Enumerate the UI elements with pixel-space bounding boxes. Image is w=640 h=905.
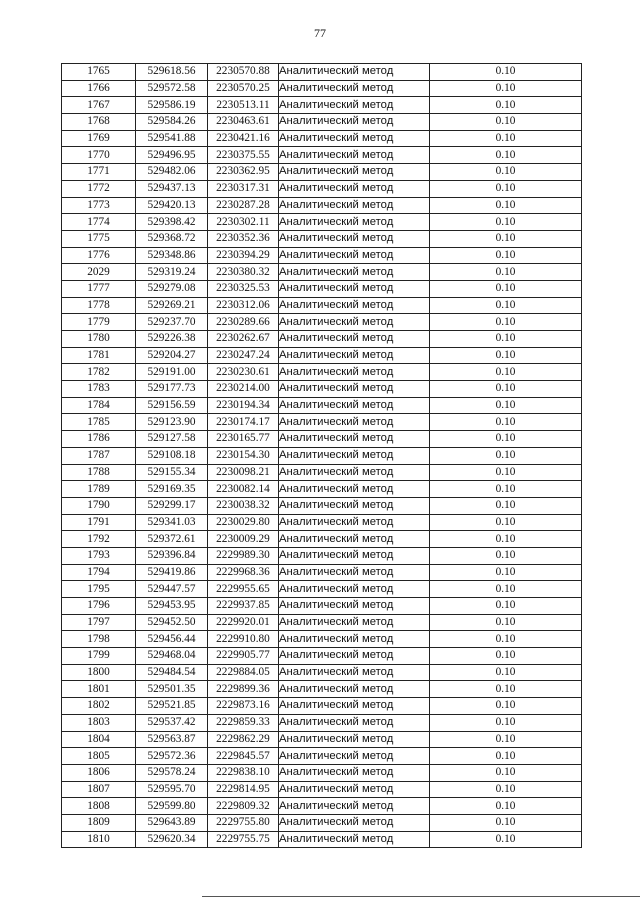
table-row (62, 264, 582, 281)
point-number-cell: 1799 (62, 648, 136, 665)
x-coordinate-cell: 529108.18 (136, 447, 208, 464)
point-number-cell: 1779 (62, 314, 136, 331)
y-coordinate-cell: 2229862.29 (208, 731, 279, 748)
method-cell: Аналитический метод (279, 447, 430, 464)
accuracy-cell: 0.10 (430, 147, 582, 164)
point-number-cell: 1774 (62, 214, 136, 231)
accuracy-cell: 0.10 (430, 347, 582, 364)
x-coordinate-cell: 529595.70 (136, 781, 208, 798)
accuracy-cell: 0.10 (430, 531, 582, 548)
table-row (62, 514, 582, 531)
x-coordinate-cell: 529537.42 (136, 714, 208, 731)
point-number-cell: 1792 (62, 531, 136, 548)
accuracy-cell: 0.10 (430, 447, 582, 464)
method-cell: Аналитический метод (279, 497, 430, 514)
table-row (62, 714, 582, 731)
point-number-cell: 1768 (62, 114, 136, 131)
y-coordinate-cell: 2230262.67 (208, 331, 279, 348)
point-number-cell: 1776 (62, 247, 136, 264)
x-coordinate-cell: 529226.38 (136, 331, 208, 348)
method-cell: Аналитический метод (279, 547, 430, 564)
method-cell: Аналитический метод (279, 147, 430, 164)
x-coordinate-cell: 529452.50 (136, 614, 208, 631)
y-coordinate-cell: 2229755.75 (208, 831, 279, 848)
x-coordinate-cell: 529177.73 (136, 381, 208, 398)
x-coordinate-cell: 529501.35 (136, 681, 208, 698)
point-number-cell: 1793 (62, 547, 136, 564)
y-coordinate-cell: 2229859.33 (208, 714, 279, 731)
point-number-cell: 1794 (62, 564, 136, 581)
x-coordinate-cell: 529396.84 (136, 547, 208, 564)
x-coordinate-cell: 529169.35 (136, 481, 208, 498)
y-coordinate-cell: 2230570.25 (208, 80, 279, 97)
accuracy-cell: 0.10 (430, 364, 582, 381)
y-coordinate-cell: 2230380.32 (208, 264, 279, 281)
y-coordinate-cell: 2230082.14 (208, 481, 279, 498)
accuracy-cell: 0.10 (430, 714, 582, 731)
x-coordinate-cell: 529398.42 (136, 214, 208, 231)
table-row (62, 547, 582, 564)
accuracy-cell: 0.10 (430, 497, 582, 514)
method-cell: Аналитический метод (279, 114, 430, 131)
accuracy-cell: 0.10 (430, 698, 582, 715)
table-row (62, 197, 582, 214)
x-coordinate-cell: 529341.03 (136, 514, 208, 531)
table-row (62, 230, 582, 247)
x-coordinate-cell: 529204.27 (136, 347, 208, 364)
x-coordinate-cell: 529279.08 (136, 280, 208, 297)
table-row (62, 147, 582, 164)
point-number-cell: 1788 (62, 464, 136, 481)
x-coordinate-cell: 529372.61 (136, 531, 208, 548)
method-cell: Аналитический метод (279, 814, 430, 831)
x-coordinate-cell: 529468.04 (136, 648, 208, 665)
x-coordinate-cell: 529482.06 (136, 164, 208, 181)
y-coordinate-cell: 2230352.36 (208, 230, 279, 247)
x-coordinate-cell: 529584.26 (136, 114, 208, 131)
x-coordinate-cell: 529521.85 (136, 698, 208, 715)
point-number-cell: 1777 (62, 280, 136, 297)
method-cell: Аналитический метод (279, 648, 430, 665)
point-number-cell: 2029 (62, 264, 136, 281)
y-coordinate-cell: 2230165.77 (208, 431, 279, 448)
point-number-cell: 1773 (62, 197, 136, 214)
y-coordinate-cell: 2230247.24 (208, 347, 279, 364)
y-coordinate-cell: 2230421.16 (208, 130, 279, 147)
point-number-cell: 1767 (62, 97, 136, 114)
y-coordinate-cell: 2230289.66 (208, 314, 279, 331)
x-coordinate-cell: 529572.36 (136, 748, 208, 765)
y-coordinate-cell: 2230317.31 (208, 180, 279, 197)
table-row (62, 164, 582, 181)
y-coordinate-cell: 2229899.36 (208, 681, 279, 698)
accuracy-cell: 0.10 (430, 781, 582, 798)
point-number-cell: 1804 (62, 731, 136, 748)
coordinates-table-body (62, 64, 582, 848)
accuracy-cell: 0.10 (430, 197, 582, 214)
method-cell: Аналитический метод (279, 481, 430, 498)
point-number-cell: 1778 (62, 297, 136, 314)
point-number-cell: 1765 (62, 64, 136, 81)
y-coordinate-cell: 2230154.30 (208, 447, 279, 464)
table-row (62, 531, 582, 548)
point-number-cell: 1805 (62, 748, 136, 765)
method-cell: Аналитический метод (279, 698, 430, 715)
accuracy-cell: 0.10 (430, 331, 582, 348)
x-coordinate-cell: 529618.56 (136, 64, 208, 81)
accuracy-cell: 0.10 (430, 280, 582, 297)
method-cell: Аналитический метод (279, 464, 430, 481)
point-number-cell: 1795 (62, 581, 136, 598)
point-number-cell: 1769 (62, 130, 136, 147)
accuracy-cell: 0.10 (430, 798, 582, 815)
y-coordinate-cell: 2230375.55 (208, 147, 279, 164)
y-coordinate-cell: 2229838.10 (208, 764, 279, 781)
method-cell: Аналитический метод (279, 764, 430, 781)
point-number-cell: 1807 (62, 781, 136, 798)
y-coordinate-cell: 2229905.77 (208, 648, 279, 665)
x-coordinate-cell: 529572.58 (136, 80, 208, 97)
table-row (62, 431, 582, 448)
table-row (62, 314, 582, 331)
point-number-cell: 1797 (62, 614, 136, 631)
y-coordinate-cell: 2229755.80 (208, 814, 279, 831)
method-cell: Аналитический метод (279, 781, 430, 798)
accuracy-cell: 0.10 (430, 314, 582, 331)
accuracy-cell: 0.10 (430, 514, 582, 531)
accuracy-cell: 0.10 (430, 547, 582, 564)
x-coordinate-cell: 529563.87 (136, 731, 208, 748)
y-coordinate-cell: 2230312.06 (208, 297, 279, 314)
method-cell: Аналитический метод (279, 80, 430, 97)
method-cell: Аналитический метод (279, 414, 430, 431)
table-row (62, 831, 582, 848)
method-cell: Аналитический метод (279, 598, 430, 615)
x-coordinate-cell: 529453.95 (136, 598, 208, 615)
point-number-cell: 1775 (62, 230, 136, 247)
table-row (62, 114, 582, 131)
point-number-cell: 1808 (62, 798, 136, 815)
y-coordinate-cell: 2229884.05 (208, 664, 279, 681)
accuracy-cell: 0.10 (430, 681, 582, 698)
y-coordinate-cell: 2229814.95 (208, 781, 279, 798)
y-coordinate-cell: 2230230.61 (208, 364, 279, 381)
table-row (62, 130, 582, 147)
accuracy-cell: 0.10 (430, 397, 582, 414)
table-row (62, 497, 582, 514)
x-coordinate-cell: 529447.57 (136, 581, 208, 598)
y-coordinate-cell: 2229845.57 (208, 748, 279, 765)
accuracy-cell: 0.10 (430, 664, 582, 681)
table-row (62, 97, 582, 114)
accuracy-cell: 0.10 (430, 814, 582, 831)
table-row (62, 731, 582, 748)
method-cell: Аналитический метод (279, 130, 430, 147)
point-number-cell: 1785 (62, 414, 136, 431)
y-coordinate-cell: 2230463.61 (208, 114, 279, 131)
method-cell: Аналитический метод (279, 631, 430, 648)
accuracy-cell: 0.10 (430, 230, 582, 247)
table-row (62, 447, 582, 464)
point-number-cell: 1766 (62, 80, 136, 97)
method-cell: Аналитический метод (279, 681, 430, 698)
table-row (62, 781, 582, 798)
point-number-cell: 1784 (62, 397, 136, 414)
point-number-cell: 1810 (62, 831, 136, 848)
accuracy-cell: 0.10 (430, 564, 582, 581)
method-cell: Аналитический метод (279, 64, 430, 81)
accuracy-cell: 0.10 (430, 748, 582, 765)
method-cell: Аналитический метод (279, 564, 430, 581)
point-number-cell: 1780 (62, 331, 136, 348)
table-row (62, 481, 582, 498)
table-row (62, 397, 582, 414)
point-number-cell: 1803 (62, 714, 136, 731)
accuracy-cell: 0.10 (430, 464, 582, 481)
accuracy-cell: 0.10 (430, 764, 582, 781)
table-row (62, 598, 582, 615)
y-coordinate-cell: 2230038.32 (208, 497, 279, 514)
x-coordinate-cell: 529127.58 (136, 431, 208, 448)
method-cell: Аналитический метод (279, 347, 430, 364)
accuracy-cell: 0.10 (430, 297, 582, 314)
accuracy-cell: 0.10 (430, 598, 582, 615)
accuracy-cell: 0.10 (430, 64, 582, 81)
bottom-rule (202, 896, 640, 897)
method-cell: Аналитический метод (279, 247, 430, 264)
accuracy-cell: 0.10 (430, 247, 582, 264)
y-coordinate-cell: 2230302.11 (208, 214, 279, 231)
x-coordinate-cell: 529496.95 (136, 147, 208, 164)
accuracy-cell: 0.10 (430, 481, 582, 498)
method-cell: Аналитический метод (279, 197, 430, 214)
point-number-cell: 1770 (62, 147, 136, 164)
accuracy-cell: 0.10 (430, 381, 582, 398)
accuracy-cell: 0.10 (430, 581, 582, 598)
y-coordinate-cell: 2230287.28 (208, 197, 279, 214)
table-row (62, 664, 582, 681)
accuracy-cell: 0.10 (430, 731, 582, 748)
table-row (62, 614, 582, 631)
method-cell: Аналитический метод (279, 230, 430, 247)
y-coordinate-cell: 2230362.95 (208, 164, 279, 181)
x-coordinate-cell: 529541.88 (136, 130, 208, 147)
point-number-cell: 1789 (62, 481, 136, 498)
page-number: 77 (314, 26, 326, 40)
x-coordinate-cell: 529484.54 (136, 664, 208, 681)
x-coordinate-cell: 529437.13 (136, 180, 208, 197)
point-number-cell: 1796 (62, 598, 136, 615)
accuracy-cell: 0.10 (430, 614, 582, 631)
x-coordinate-cell: 529155.34 (136, 464, 208, 481)
table-row (62, 631, 582, 648)
table-row (62, 80, 582, 97)
table-row (62, 764, 582, 781)
y-coordinate-cell: 2230570.88 (208, 64, 279, 81)
x-coordinate-cell: 529419.86 (136, 564, 208, 581)
table-row (62, 414, 582, 431)
point-number-cell: 1798 (62, 631, 136, 648)
y-coordinate-cell: 2230194.34 (208, 397, 279, 414)
method-cell: Аналитический метод (279, 164, 430, 181)
x-coordinate-cell: 529156.59 (136, 397, 208, 414)
y-coordinate-cell: 2229955.65 (208, 581, 279, 598)
y-coordinate-cell: 2229989.30 (208, 547, 279, 564)
table-row (62, 748, 582, 765)
method-cell: Аналитический метод (279, 331, 430, 348)
point-number-cell: 1800 (62, 664, 136, 681)
y-coordinate-cell: 2230009.29 (208, 531, 279, 548)
x-coordinate-cell: 529643.89 (136, 814, 208, 831)
accuracy-cell: 0.10 (430, 80, 582, 97)
point-number-cell: 1771 (62, 164, 136, 181)
x-coordinate-cell: 529599.80 (136, 798, 208, 815)
x-coordinate-cell: 529620.34 (136, 831, 208, 848)
method-cell: Аналитический метод (279, 731, 430, 748)
table-row (62, 214, 582, 231)
accuracy-cell: 0.10 (430, 431, 582, 448)
x-coordinate-cell: 529191.00 (136, 364, 208, 381)
point-number-cell: 1802 (62, 698, 136, 715)
point-number-cell: 1787 (62, 447, 136, 464)
point-number-cell: 1791 (62, 514, 136, 531)
table-row (62, 564, 582, 581)
table-row (62, 381, 582, 398)
accuracy-cell: 0.10 (430, 414, 582, 431)
y-coordinate-cell: 2230174.17 (208, 414, 279, 431)
method-cell: Аналитический метод (279, 264, 430, 281)
point-number-cell: 1781 (62, 347, 136, 364)
method-cell: Аналитический метод (279, 180, 430, 197)
method-cell: Аналитический метод (279, 831, 430, 848)
table-row (62, 280, 582, 297)
x-coordinate-cell: 529586.19 (136, 97, 208, 114)
method-cell: Аналитический метод (279, 214, 430, 231)
y-coordinate-cell: 2229920.01 (208, 614, 279, 631)
method-cell: Аналитический метод (279, 581, 430, 598)
accuracy-cell: 0.10 (430, 130, 582, 147)
x-coordinate-cell: 529420.13 (136, 197, 208, 214)
coordinates-table (61, 63, 582, 848)
accuracy-cell: 0.10 (430, 648, 582, 665)
table-row (62, 464, 582, 481)
method-cell: Аналитический метод (279, 97, 430, 114)
method-cell: Аналитический метод (279, 614, 430, 631)
method-cell: Аналитический метод (279, 664, 430, 681)
accuracy-cell: 0.10 (430, 214, 582, 231)
method-cell: Аналитический метод (279, 514, 430, 531)
point-number-cell: 1783 (62, 381, 136, 398)
method-cell: Аналитический метод (279, 748, 430, 765)
x-coordinate-cell: 529368.72 (136, 230, 208, 247)
point-number-cell: 1801 (62, 681, 136, 698)
table-row (62, 180, 582, 197)
accuracy-cell: 0.10 (430, 264, 582, 281)
y-coordinate-cell: 2230325.53 (208, 280, 279, 297)
method-cell: Аналитический метод (279, 798, 430, 815)
point-number-cell: 1772 (62, 180, 136, 197)
accuracy-cell: 0.10 (430, 180, 582, 197)
y-coordinate-cell: 2229937.85 (208, 598, 279, 615)
table-row (62, 814, 582, 831)
x-coordinate-cell: 529319.24 (136, 264, 208, 281)
y-coordinate-cell: 2230029.80 (208, 514, 279, 531)
accuracy-cell: 0.10 (430, 631, 582, 648)
point-number-cell: 1806 (62, 764, 136, 781)
method-cell: Аналитический метод (279, 381, 430, 398)
method-cell: Аналитический метод (279, 280, 430, 297)
point-number-cell: 1786 (62, 431, 136, 448)
y-coordinate-cell: 2230513.11 (208, 97, 279, 114)
table-row (62, 364, 582, 381)
x-coordinate-cell: 529456.44 (136, 631, 208, 648)
method-cell: Аналитический метод (279, 297, 430, 314)
x-coordinate-cell: 529578.24 (136, 764, 208, 781)
y-coordinate-cell: 2229910.80 (208, 631, 279, 648)
x-coordinate-cell: 529299.17 (136, 497, 208, 514)
method-cell: Аналитический метод (279, 714, 430, 731)
x-coordinate-cell: 529123.90 (136, 414, 208, 431)
point-number-cell: 1790 (62, 497, 136, 514)
point-number-cell: 1782 (62, 364, 136, 381)
method-cell: Аналитический метод (279, 314, 430, 331)
method-cell: Аналитический метод (279, 531, 430, 548)
y-coordinate-cell: 2230394.29 (208, 247, 279, 264)
accuracy-cell: 0.10 (430, 114, 582, 131)
table-row (62, 698, 582, 715)
table-row (62, 297, 582, 314)
accuracy-cell: 0.10 (430, 97, 582, 114)
y-coordinate-cell: 2229873.16 (208, 698, 279, 715)
point-number-cell: 1809 (62, 814, 136, 831)
table-row (62, 581, 582, 598)
accuracy-cell: 0.10 (430, 164, 582, 181)
table-row (62, 648, 582, 665)
y-coordinate-cell: 2229968.36 (208, 564, 279, 581)
y-coordinate-cell: 2229809.32 (208, 798, 279, 815)
table-row (62, 331, 582, 348)
table-row (62, 681, 582, 698)
table-row (62, 798, 582, 815)
table-row (62, 347, 582, 364)
x-coordinate-cell: 529269.21 (136, 297, 208, 314)
method-cell: Аналитический метод (279, 364, 430, 381)
accuracy-cell: 0.10 (430, 831, 582, 848)
y-coordinate-cell: 2230214.00 (208, 381, 279, 398)
table-row (62, 247, 582, 264)
method-cell: Аналитический метод (279, 431, 430, 448)
method-cell: Аналитический метод (279, 397, 430, 414)
y-coordinate-cell: 2230098.21 (208, 464, 279, 481)
table-row (62, 64, 582, 81)
x-coordinate-cell: 529348.86 (136, 247, 208, 264)
x-coordinate-cell: 529237.70 (136, 314, 208, 331)
